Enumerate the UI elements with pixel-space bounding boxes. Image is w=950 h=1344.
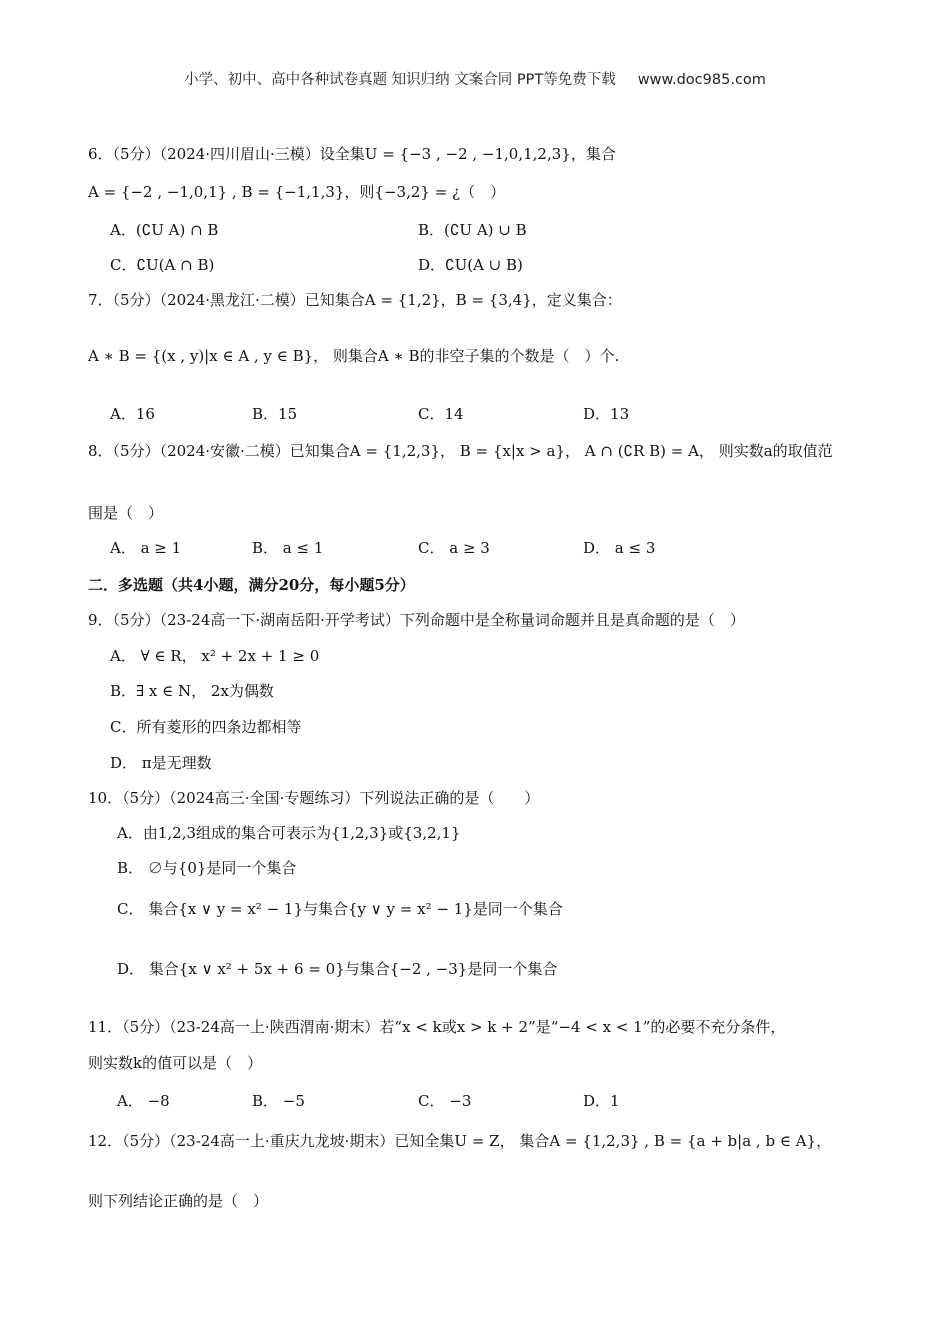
header-text: 小学、初中、高中各种试卷真题 知识归纳 文案合同 PPT等免费下载 <box>184 72 616 88</box>
q11-option-d: D．1 <box>583 1092 620 1110</box>
q11-option-c: C． −3 <box>418 1092 472 1110</box>
q10-option-c: C． 集合{x ∨ y = x² − 1}与集合{y ∨ y = x² − 1}是同一个集合 <box>117 900 563 918</box>
q7-option-a: A．16 <box>110 405 155 423</box>
q9-option-a: A． ∀ ∈ R， x² + 2x + 1 ≥ 0 <box>110 647 320 665</box>
q7-option-b: B．15 <box>252 405 298 423</box>
q10-option-b: B． ∅与{0}是同一个集合 <box>117 859 297 877</box>
q9-stem: 9．（5分）（23-24高一下·湖南岳阳·开学考试）下列命题中是全称量词命题并且是真命题的是（ ） <box>88 611 745 629</box>
q9-option-d: D． π是无理数 <box>110 754 212 772</box>
q7-option-c: C．14 <box>418 405 464 423</box>
q9-option-c: C．所有菱形的四条边都相等 <box>110 718 302 736</box>
q6-option-c: C．∁U(A ∩ B) <box>110 256 215 274</box>
q8-option-b: B． a ≤ 1 <box>252 539 324 557</box>
q8-option-a: A． a ≥ 1 <box>110 539 182 557</box>
q9-option-b: B．∃ x ∈ N， 2x为偶数 <box>110 682 274 700</box>
q10-option-d: D． 集合{x ∨ x² + 5x + 6 = 0}与集合{−2 , −3}是同一个集合 <box>117 960 558 978</box>
q6-option-a: A．(∁U A) ∩ B <box>110 221 219 239</box>
q11-stem-line1: 11．（5分）（23-24高一上·陕西渭南·期末）若“x < k或x > k + 2”是“−4 < x < 1”的必要不充分条件， <box>88 1018 786 1036</box>
q7-stem-line2: A ∗ B = {(x , y)|x ∈ A , y ∈ B}， 则集合A ∗ B的非空子集的个数是（ ）个. <box>88 347 620 365</box>
q12-stem-line1: 12．（5分）（23-24高一上·重庆九龙坡·期末）已知全集U = Z， 集合A = {1,2,3} , B = {a + b|a , b ∈ A}， <box>88 1132 832 1150</box>
q8-option-d: D． a ≤ 3 <box>583 539 656 557</box>
q6-option-b: B．(∁U A) ∪ B <box>418 221 527 239</box>
q11-option-a: A． −8 <box>117 1092 170 1110</box>
page-header <box>0 68 950 89</box>
q6-option-d: D．∁U(A ∪ B) <box>418 256 523 274</box>
q11-option-b: B． −5 <box>252 1092 305 1110</box>
q10-stem: 10．（5分）（2024高三·全国·专题练习）下列说法正确的是（ ） <box>88 789 540 807</box>
header-site: www.doc985.com <box>637 72 766 88</box>
q6-stem-line2: A = {−2 , −1,0,1} , B = {−1,1,3}，则{−3,2} = ¿（ ） <box>88 183 506 201</box>
q12-stem-line2: 则下列结论正确的是（ ） <box>88 1192 269 1210</box>
q8-option-c: C． a ≥ 3 <box>418 539 490 557</box>
q6-stem-line1: 6．（5分）（2024·四川眉山·三模）设全集U = {−3 , −2 , −1,0,1,2,3}，集合 <box>88 145 616 163</box>
q7-stem-line1: 7．（5分）（2024·黑龙江·二模）已知集合A = {1,2}，B = {3,4}，定义集合： <box>88 291 622 309</box>
section-title-multiple-choice: 二．多选题（共4小题，满分20分，每小题5分） <box>88 576 415 594</box>
q11-stem-line2: 则实数k的值可以是（ ） <box>88 1054 263 1072</box>
q10-option-a: A．由1,2,3组成的集合可表示为{1,2,3}或{3,2,1} <box>117 824 461 842</box>
q8-stem-line2: 围是（ ） <box>88 504 164 522</box>
q8-stem-line1: 8．（5分）（2024·安徽·二模）已知集合A = {1,2,3}， B = {x|x > a}， A ∩ (∁R B) = A， 则实数a的取值范 <box>88 442 833 460</box>
q7-option-d: D．13 <box>583 405 630 423</box>
